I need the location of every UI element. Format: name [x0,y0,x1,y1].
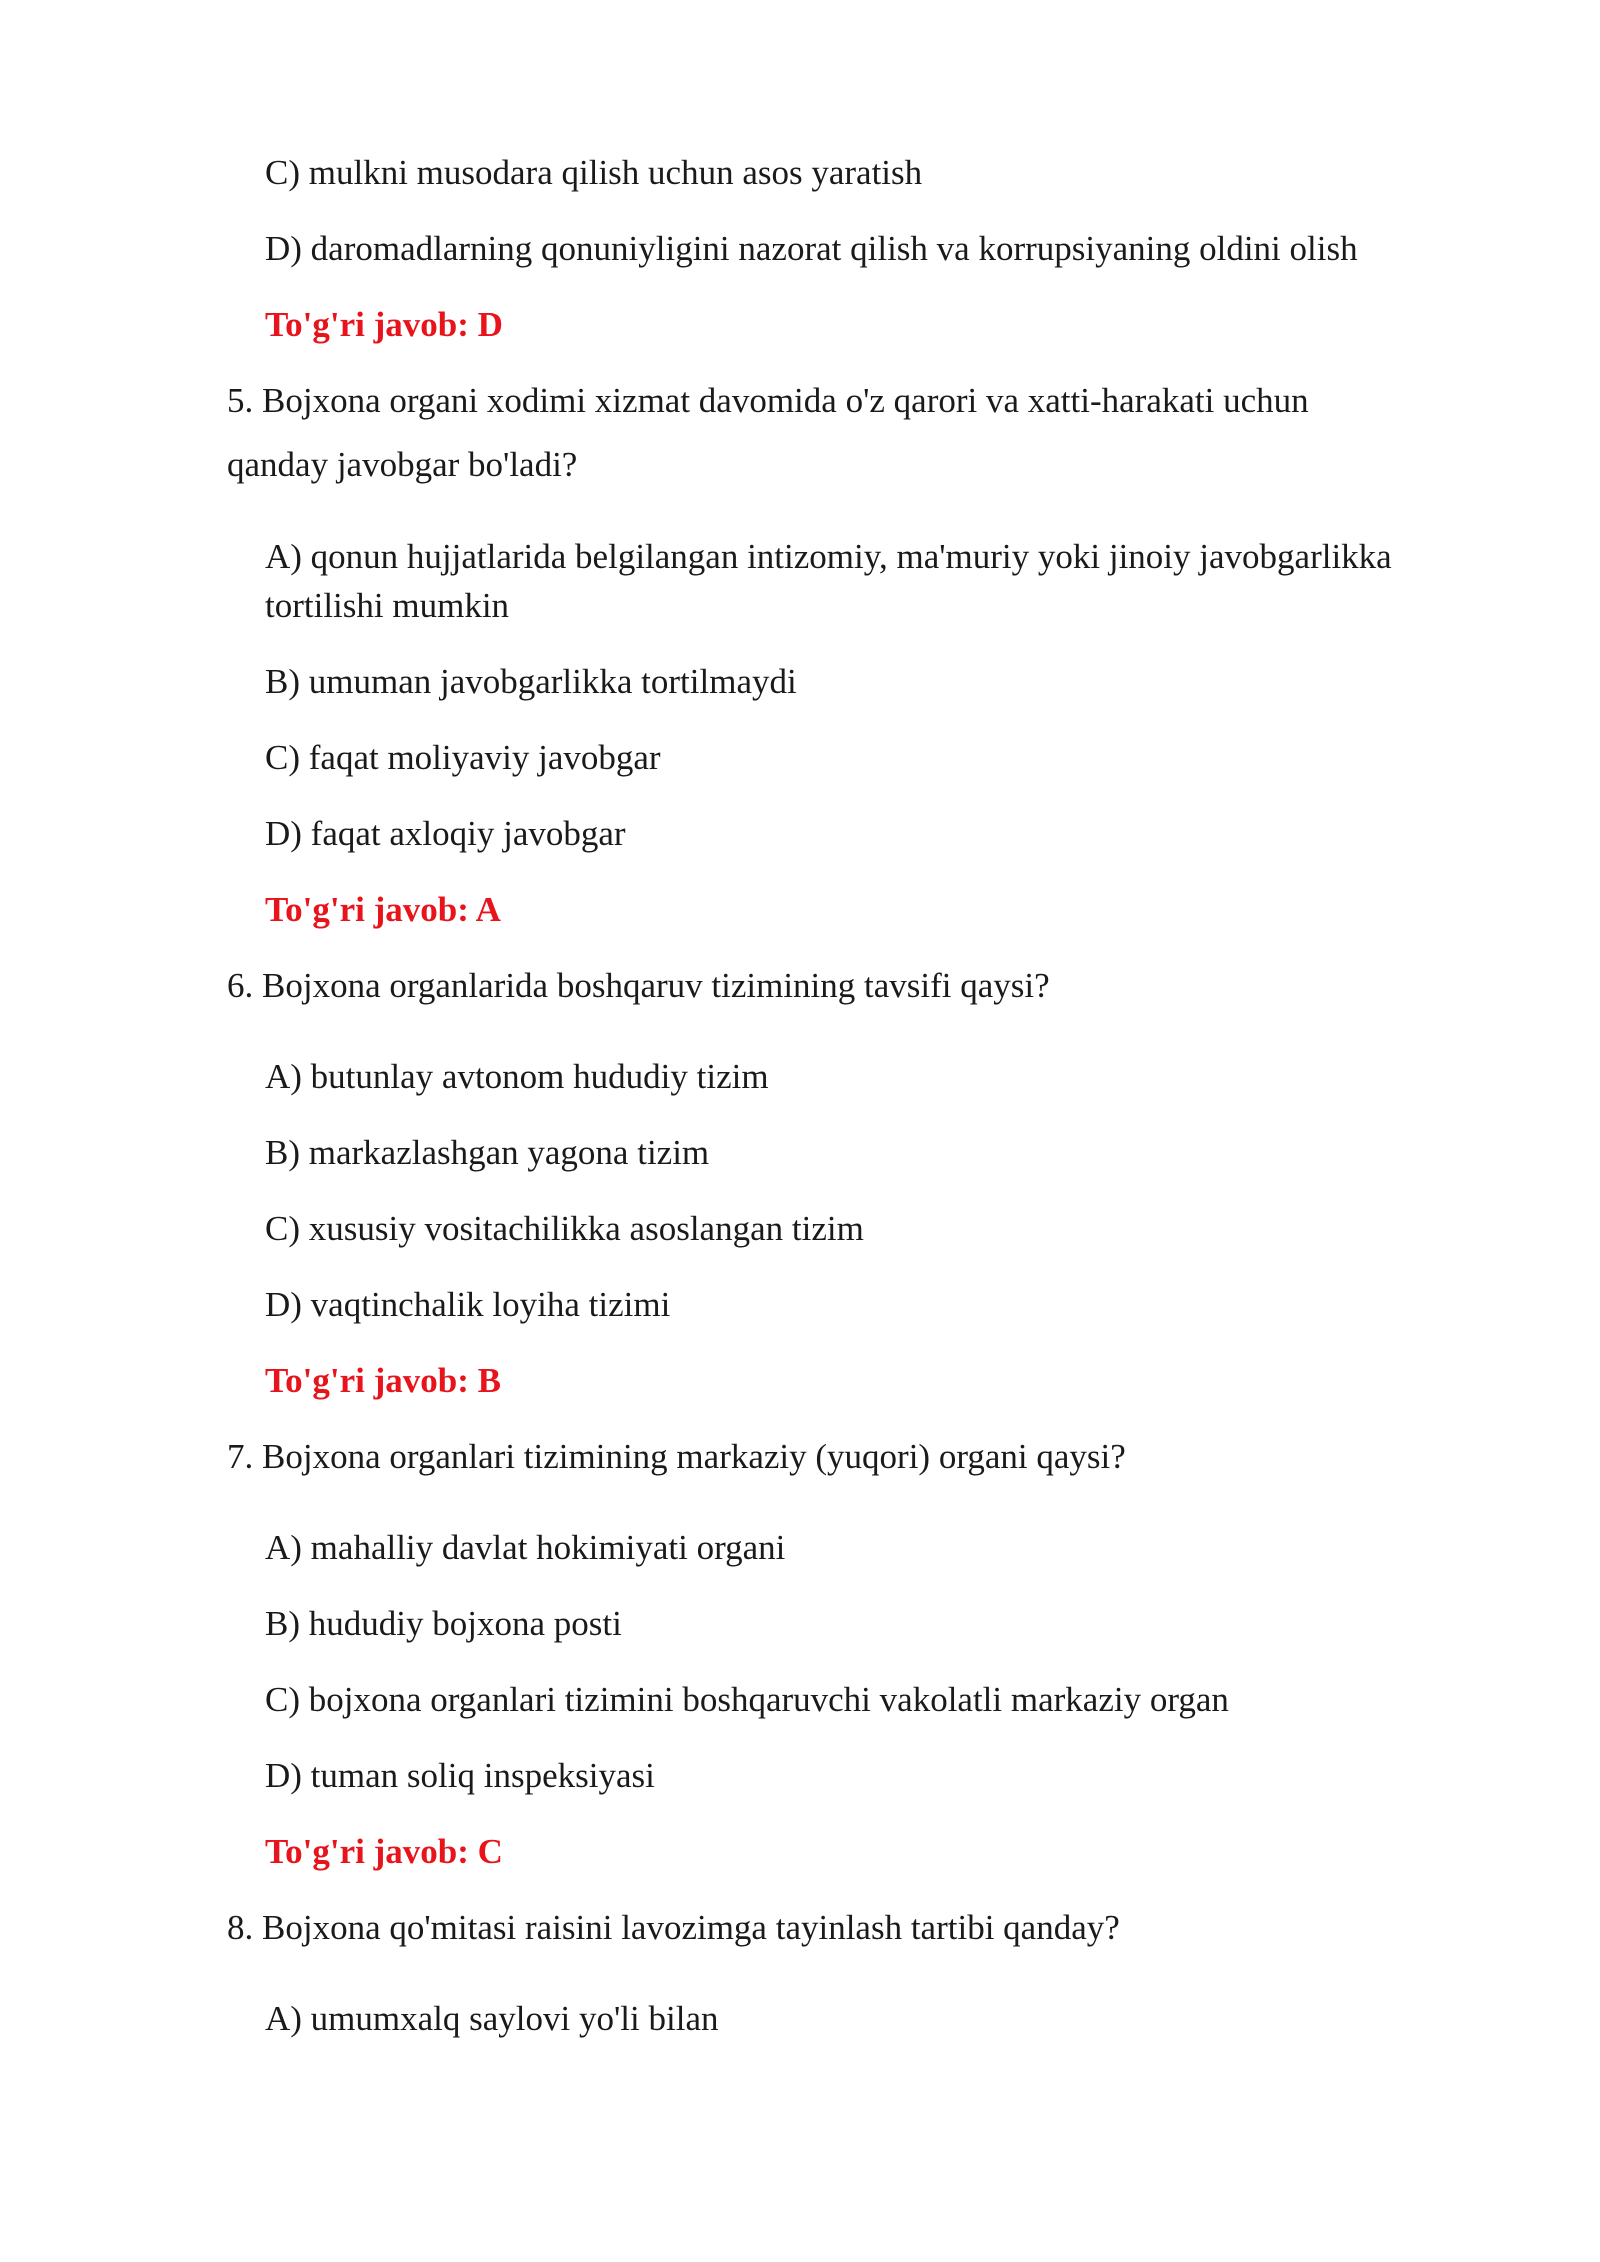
option-d: D) daromadlarning qonuniyligini nazorat qilish va korrupsiyaning oldini olish [265,229,1358,268]
question-6-correct-answer: To'g'ri javob: B [265,1361,501,1400]
question-7-option-d: D) tuman soliq inspeksiyasi [265,1756,655,1795]
question-5-option-d: D) faqat axloqiy javobgar [265,814,626,853]
question-5-correct-answer: To'g'ri javob: A [265,890,501,929]
question-7-option-a: A) mahalliy davlat hokimiyati organi [265,1528,786,1567]
question-5-option-a: A) qonun hujjatlarida belgilangan intizomiy, ma'muriy yoki jinoiy javobgarlikka [265,537,1392,576]
question-6-option-d: D) vaqtinchalik loyiha tizimi [265,1285,671,1324]
question-6-text: 6. Bojxona organlarida boshqaruv tizimining tavsifi qaysi? [227,966,1050,1005]
question-6-option-a: A) butunlay avtonom hududiy tizim [265,1057,769,1096]
question-5-text: 5. Bojxona organi xodimi xizmat davomida o'z qarori va xatti-harakati uchun [227,381,1309,420]
correct-answer: To'g'ri javob: D [265,305,503,344]
question-8-option-a: A) umumxalq saylovi yo'li bilan [265,1999,719,2038]
question-6-option-c: C) xususiy vositachilikka asoslangan tizim [265,1209,864,1248]
question-5-option-b: B) umuman javobgarlikka tortilmaydi [265,662,797,701]
question-5-text-continued: qanday javobgar bo'ladi? [227,445,578,484]
question-7-correct-answer: To'g'ri javob: C [265,1832,503,1871]
question-5-option-a-continued: tortilishi mumkin [265,586,510,625]
question-7-option-b: B) hududiy bojxona posti [265,1604,622,1643]
option-c: C) mulkni musodara qilish uchun asos yaratish [265,153,923,192]
question-7-option-c: C) bojxona organlari tizimini boshqaruvchi vakolatli markaziy organ [265,1680,1229,1719]
question-8-text: 8. Bojxona qo'mitasi raisini lavozimga tayinlash tartibi qanday? [227,1908,1120,1947]
question-7-text: 7. Bojxona organlari tizimining markaziy (yuqori) organi qaysi? [227,1437,1126,1476]
question-6-option-b: B) markazlashgan yagona tizim [265,1133,710,1172]
question-5-option-c: C) faqat moliyaviy javobgar [265,738,661,777]
